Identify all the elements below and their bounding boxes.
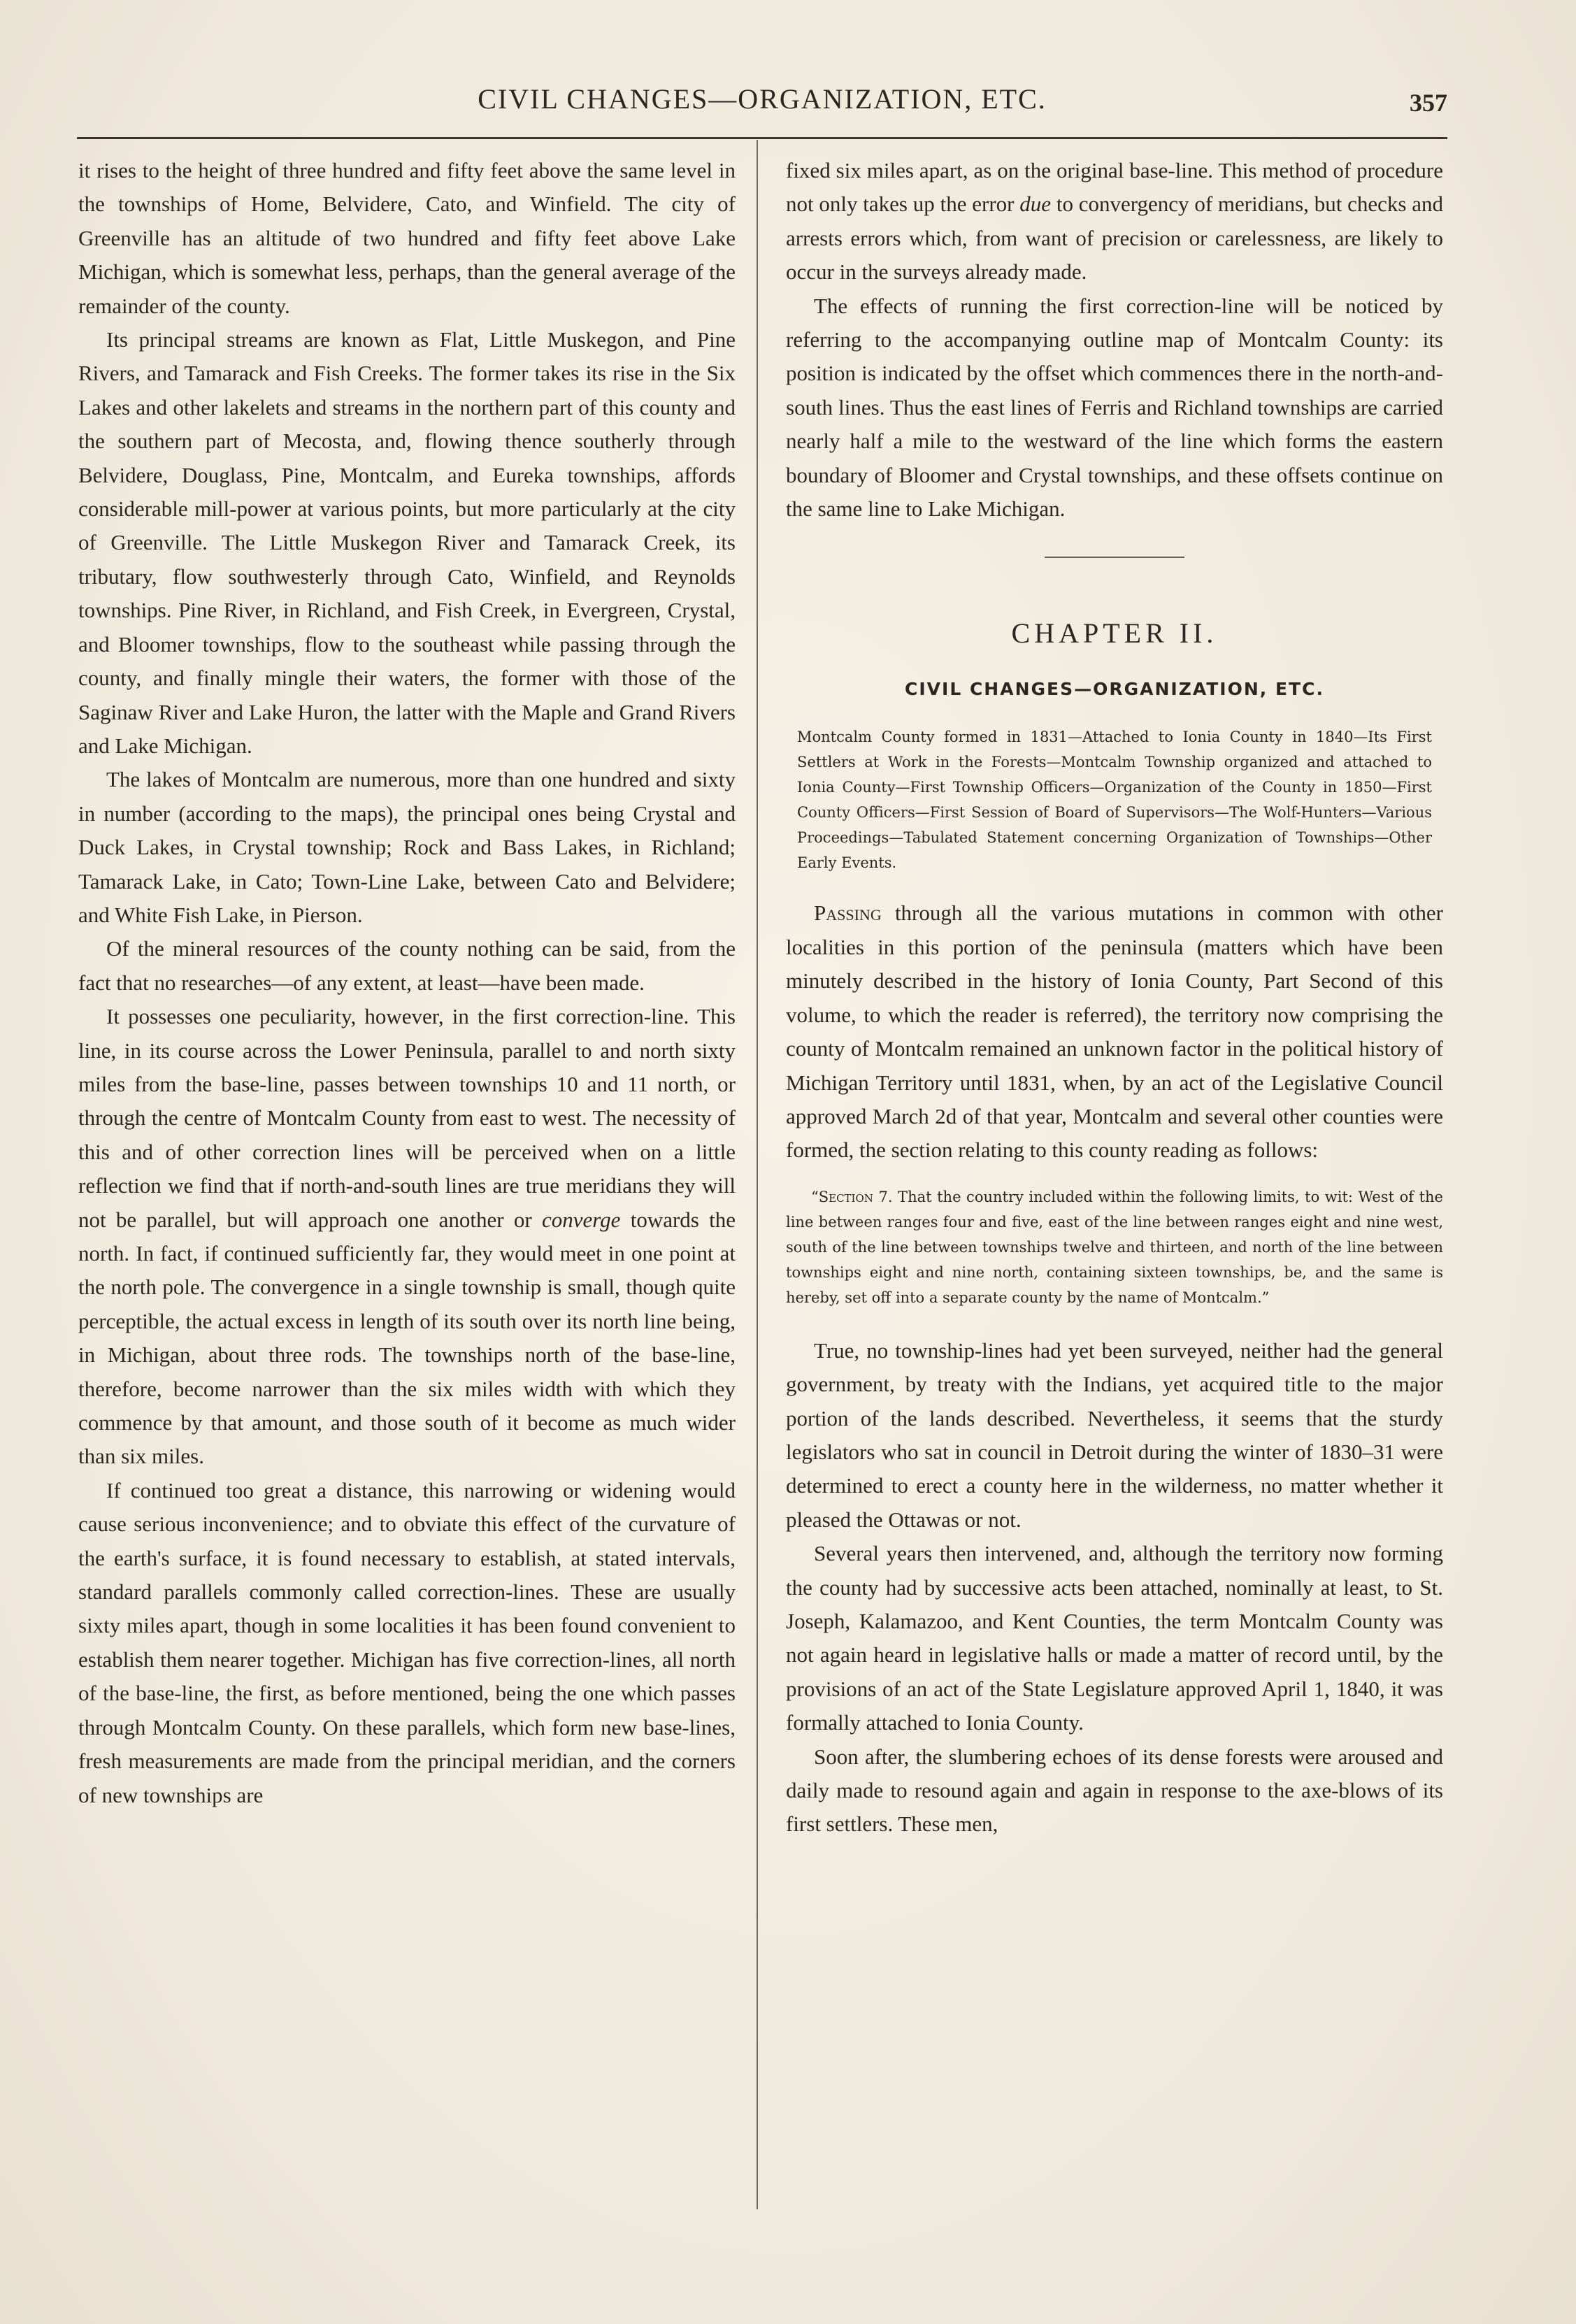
paragraph: The lakes of Montcalm are numerous, more than one hundred and sixty in number (according to the maps), the principal ones being Crystal and Duck Lakes, in Crystal township; Rock and Bass Lakes, in Richland; Tamarack Lake, in Cato; Town-Line Lake, between Cato and Belvidere; and White Fish Lake, in Pierson. xyxy=(78,767,736,927)
column-divider xyxy=(757,140,758,2209)
text-run: fixed six miles apart, as on the original base-line. This method of procedure not only takes up the error xyxy=(786,158,1443,217)
paragraph xyxy=(786,896,1443,1167)
paragraph: True, no township-lines had yet been surveyed, neither had the general government, by treaty with the Indians, yet acquired title to the major portion of the lands described. Nevertheless, it seems that the sturdy legislators who sat in council in Detroit during the winter of 1830–31 were determined to erect a county here in the wilderness, no matter whether it pleased the Ottawas or not. xyxy=(786,1337,1443,1532)
paragraph: it rises to the height of three hundred and fifty feet above the same level in the townships of Home, Belvidere, Cato, and Winfield. The city of Greenville has an altitude of two hundred and fifty feet above Lake Michigan, which is somewhat less, perhaps, than the general average of the remainder of the county. xyxy=(78,158,736,318)
paragraph: Several years then intervened, and, although the territory now forming the county had by successive acts been attached, nominally at least, to St. Joseph, Kalamazoo, and Kent Counties, the term Montcalm County was not again heard in legislative halls or made a matter of record until, by the provisions of an act of the State Legislature approved April 1, 1840, it was formally attached to Ionia County. xyxy=(786,1541,1443,1735)
chapter-subtitle: CIVIL CHANGES—ORGANIZATION, ETC. xyxy=(905,679,1324,700)
paragraph: Of the mineral resources of the county nothing can be said, from the fact that no researches—of any extent, at least—have been made. xyxy=(78,936,736,995)
paragraph: Its principal streams are known as Flat, Little Muskegon, and Pine Rivers, and Tamarack and Fish Creeks. The former takes its rise in the Six Lakes and other lakelets and streams in the northern part of this county and the southern part of Mecosta, and, flowing thence southerly through Belvidere, Douglass, Pine, Montcalm, and Eureka townships, affords considerable mill-power at various points, but more particularly at the city of Greenville. The Little Muskegon River and Tamarack Creek, its tributary, flow southwesterly through Cato, Winfield, and Reynolds townships. Pine River, in Richland, and Fish Creek, in Evergreen, Crystal, and Bloomer townships, flow to the southeast while passing through the county, and finally mingle their waters, the former with those of the Saginaw River and Lake Huron, the latter with the Maple and Grand Rivers and Lake Michigan. xyxy=(78,327,736,758)
statute-quote xyxy=(786,1184,1443,1310)
text-run: through all the various mutations in common with other localities in this portion of the peninsula (matters which have been minutely described in the history of Ionia County, Part Second of this volume, to which the reader is referred), the territory now comprising the county of Montcalm remained an unknown factor in the political history of Michigan Territory until 1831, when, by an act of the Legislative Council approved March 2d of that year, Montcalm and several other counties were formed, the section relating to this county reading as follows: xyxy=(786,901,1444,1163)
text-run: towards the north. In fact, if continued sufficiently far, they would meet in one point at the north pole. The convergence in a single township is small, though quite perceptible, the actual excess in length of its south over its north line being, in Michigan, about three rods. The townships north of the base-line, therefore, become narrower than the six miles width with which they commence by that amount, and those south of it become as much wider than six miles. xyxy=(78,1207,736,1469)
running-head xyxy=(77,83,1447,124)
emphasis: due xyxy=(1019,192,1052,217)
text-run: 7. That the country included within the following limits, to wit: West of the line between ranges four and five, east of the line between ranges eight and nine west, south of the line between townships twelve and thirteen, and north of the line between townships eight and nine north, containing sixteen townships, be, and the same is hereby, set off into a separate county by the name of Montcalm.” xyxy=(786,1188,1443,1306)
lead-word: Passing xyxy=(814,901,882,926)
paragraph: If continued too great a distance, this narrowing or widening would cause serious inconvenience; and to obviate this effect of the curvature of the earth's surface, it is found necessary to establish, at stated intervals, standard parallels commonly called correction-lines. These are usually sixty miles apart, though in some localities it has been found convenient to establish them nearer together. Michigan has five correction-lines, all north of the base-line, the first, as before mentioned, being the one which passes through Montcalm County. On these parallels, which form new base-lines, fresh measurements are made from the principal meridian, and the corners of new townships are xyxy=(78,1477,736,1807)
page-number: 357 xyxy=(1410,89,1447,117)
chapter-synopsis: Montcalm County formed in 1831—Attached to Ionia County in 1840—Its First Settlers at Work in the Forests—Montcalm Township organized and attached to Ionia County—First Township Officers—Organization of the County in 1850—First County Officers—First Session of Board of Supervisors—The Wolf-Hunters—Various Proceedings—Tabulated Statement concerning Organization of Townships—Other Early Events. xyxy=(797,729,1432,872)
left-column xyxy=(78,154,736,1812)
text-run: It possesses one peculiarity, however, in the first correction-line. This line, in its course across the Lower Peninsula, parallel to and north sixty miles from the base-line, passes between townships 10 and 11 north, or through the centre of Montcalm County from east to west. The necessity of this and of other correction lines will be perceived when on a little reflection we find that if north-and-south lines are true meridians they will not be parallel, but will approach one another or xyxy=(78,1004,736,1232)
lead-word: “Section xyxy=(811,1188,873,1205)
paragraph xyxy=(786,154,1443,289)
text-run: to convergency of meridians, but checks and arrests errors which, from want of precision or carelessness, are likely to occur in the surveys already made. xyxy=(786,192,1444,285)
paragraph: The effects of running the first correction-line will be noticed by referring to the accompanying outline map of Montcalm County: its position is indicated by the offset which commences there in the north-and-south lines. Thus the east lines of Ferris and Richland townships are carried nearly half a mile to the westward of the line which forms the eastern boundary of Bloomer and Crystal townships, and these offsets continue on the same line to Lake Michigan. xyxy=(786,293,1443,522)
section-separator xyxy=(1045,557,1184,558)
right-column xyxy=(786,154,1443,1842)
paragraph xyxy=(78,1000,736,1474)
header-rule xyxy=(77,137,1447,139)
running-head-title: CIVIL CHANGES—ORGANIZATION, ETC. xyxy=(478,83,1047,115)
paragraph: Soon after, the slumbering echoes of its dense forests were aroused and daily made to resound again and again in response to the axe-blows of its first settlers. These men, xyxy=(786,1744,1443,1837)
chapter-title: CHAPTER II. xyxy=(1011,617,1218,650)
emphasis: converge xyxy=(541,1207,621,1232)
